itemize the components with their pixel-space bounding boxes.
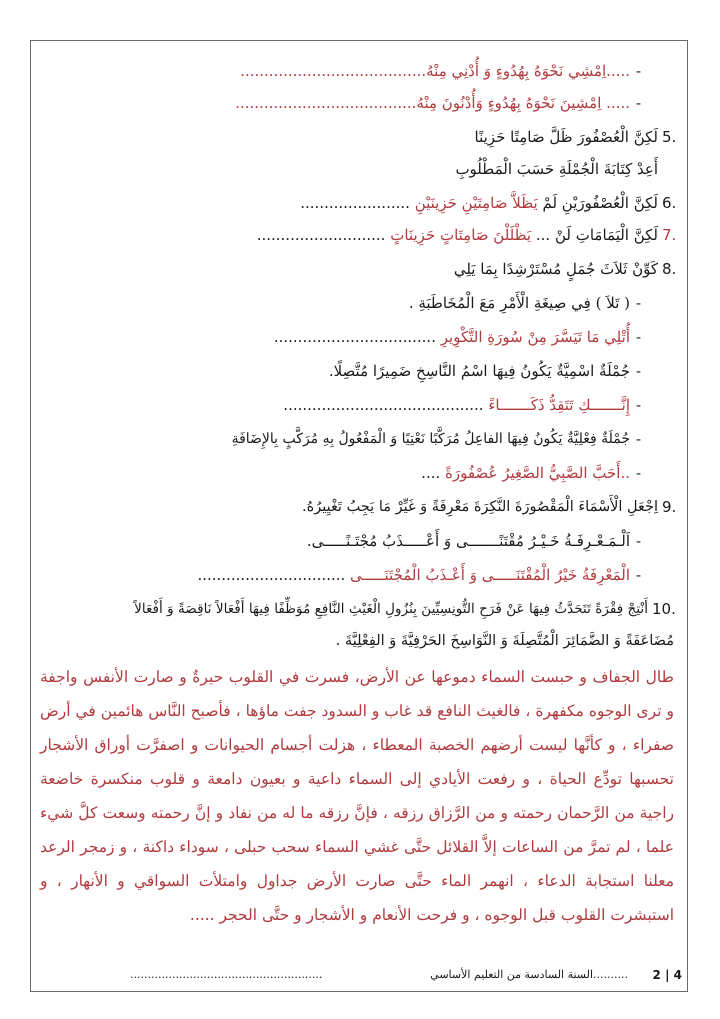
question-text: أَنْتِجْ فِقْرَةً تَتَحَدَّثُ فِيهَا عَنْ فَرَحِ التُّونِسِيِّينَ بِنُزُولِ الْغَيْثِ النَّافِعِ مُوَظِّفًا فِيهَا أَفْعَالاً نَاقِصَةً وَ أَفْعَالاً [134,601,648,617]
answer-text: يَظْلَلْنَ صَامِتَاتٍ حَزِينَاتٍ [390,226,532,244]
question-number: 5. [662,128,677,146]
page-number: 4 | 2 [652,968,682,982]
question-number: 7. [662,226,677,244]
bullet-dash: - [636,566,642,584]
bullet-dash: - [636,532,642,550]
bullet-dash: - [636,328,642,346]
answer-dots: .................................. [273,328,436,346]
answer-text: إِنَّـــــــكِ تَتَقِدُّ ذَكَـــــــاءً [488,396,630,414]
bullet-dash: - [636,362,642,380]
bullet-dash: - [636,430,642,448]
answer-line [274,326,630,348]
sentence-start: لَكِنَّ الْعُصْفُورَيْنِ لَمْ [542,194,658,212]
instruction-text: أَعِدْ كِتَابَةَ الْجُمْلَةِ حَسَبَ الْمَطْلُوبِ [455,160,658,178]
bullet-dash: - [636,464,642,482]
answer-line [283,394,630,416]
question-text: مُضَاعَفَةً وَ الضَّمَائِرَ الْمُتَّصِلَةَ وَ النَّوَاسِخَ الحَرْفِيَّةَ وَ الفِعْلِيَّةَ . [335,633,674,649]
question-number: 8. [662,260,677,278]
prompt-text: جُمْلَةٌ اسْمِيَّةٌ يَكُونُ فِيهَا اسْمُ النَّاسِخِ ضَمِيرًا مُتَّصِلًا. [328,362,630,380]
answer-line: .....اِمْشِي نَحْوَهُ بِهُدُوءٍ وَ أُدْنِي مِنْهُ....................................... [240,62,630,80]
sentence-start: لَكِنَّ الْيَمَامَاتِ لَنْ ... [535,226,658,244]
question-text: اِجْعَلِ الْأَسْمَاءَ الْمَقْصُورَةَ النَّكِرَةَ مَعْرِفَةً وَ غَيِّرْ مَا يَجِبُ تَغْيِيرُهُ. [301,499,658,515]
page-footer [30,963,688,987]
question-text: كَوِّنْ ثَلاَثَ جُمَلٍ مُسْتَرْشِدًا بِمَا يَلِي [453,260,658,278]
answer-dots: ....................... [300,194,410,212]
answer-line [197,564,630,586]
answer-dots: ........................... [256,226,386,244]
footer-dots: ....................................................... [130,968,323,981]
bullet-dash: - [636,94,642,112]
bullet-dash: - [636,294,642,312]
prompt-text: جُمْلَةٌ فِعْلِيَّةٌ يَكُونُ فِيهَا الفاعِلُ مُرَكَّبًا نَعْتِيًا وَ الْمَفْعُولُ بِهِ مُرَكَّبٍ بِالإِضَافَةِ [231,431,630,447]
question-number: 6. [662,194,677,212]
bullet-dash: - [636,62,642,80]
answer-line [421,462,630,484]
answer-dots: .......................................... [283,396,484,414]
answer-text: الْمَعْرِفَةُ خَيْرُ الْمُقْتَنَـــــى وَ أَعْـذَبُ الْمُجْتَنَـــــى [350,566,630,584]
question-number: 9. [662,498,677,516]
bullet-dash: - [636,396,642,414]
answer-paragraph: طال الجفاف و حبست السماء دموعها عن الأرض، فسرت في القلوب حيرةٌ و صارت الأنفس واجفة و ترى الوجوه مكفهرة ، فالغيث النافع قد غاب و السدود جفت ماؤها ، فأصبح النَّاس هائمين في أرض صفراء ، و كأنَّها ليست أرضهم الخصبة المعطاء ، هزلت أجسام الحيوانات و اصفرَّت أوراق الأشجار تحسبها تودِّع الحياة ، و رفعت الأيادي إلى السماء داعية و بعيون دامعة و قلوب منكسرة خاضعة راجية من الرَّحمان رحمته و من الرَّزاق رزقه ، فإنَّ رزقه ما له من نفاد و إنَّ رحمته وسعت كلَّ شيء علما ، لم تمرَّ من الساعات إلاَّ القلائل حتَّى غشي السماء سحب حبلى ، سوداء داكنة ، و زمجر الرعد معلنا استجابة الدعاء ، انهمر الماء حتَّى صارت الأرض جداول وامتلأت السواقي و الأنهار ، و استبشرت القلوب قبل الوجوه ، و فرحت الأنعام و الأشجار و حتَّى الحجر ..... [40,668,674,924]
question-text: لَكِنَّ الْعُصْفُورَ ظَلَّ صَامِتًا حَزِينًا [474,128,658,146]
answer-text: أُتْلِي مَا تَيَسَّرَ مِنْ سُورَةِ التَّكْوِيرِ [440,328,630,346]
footer-title: ..........السنة السادسة من التعليم الأساسي [430,968,628,981]
answer-dots: ............................... [197,566,346,584]
answer-text: يَظَلاَّ صَامِتَيْنِ حَزِينَيْنِ [414,194,538,212]
question-text [300,192,658,214]
prompt-text: اَلْـمَـعْـرِفَـةُ خَـيْـرُ مُقْتَنًـــــــى وَ أَعْـــــذَبُ مُجْتَـنًـــــى. [306,532,630,550]
question-number: 10. [652,600,676,618]
answer-dots: .... [421,464,441,482]
prompt-text: ( تَلاَ ) فِي صِيغَةِ الْأَمْرِ مَعَ الْمُخَاطَبَةِ . [408,294,630,312]
answer-text: ..أَحَبَّ الصَّبِيُّ الصَّغِيرُ عُصْفُورَةً [445,464,630,482]
question-text [257,224,658,246]
answer-line: ..... اِمْشِينَ نَحْوَهُ بِهُدُوءٍ وَأُدْنُونَ مِنْهُ...................................... [235,94,630,112]
